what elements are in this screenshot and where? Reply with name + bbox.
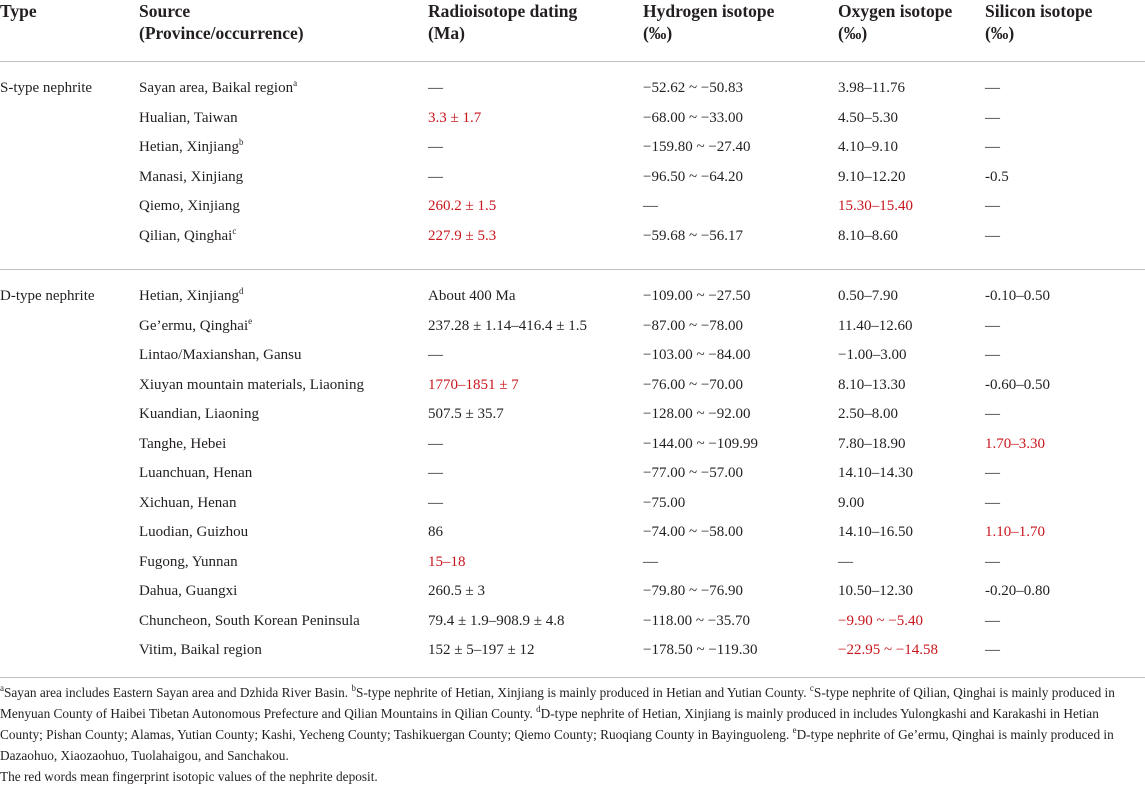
cell-hydrogen: −109.00 ~ −27.50 xyxy=(643,288,751,304)
cell-silicon: 1.10–1.70 xyxy=(985,524,1045,540)
header-hydrogen: Hydrogen isotope (‰) xyxy=(643,1,775,43)
cell-hydrogen: −68.00 ~ −33.00 xyxy=(643,109,744,126)
cell-oxygen: 3.98–11.76 xyxy=(838,80,905,96)
cell-source: Ge’ermu, Qinghai$^e$ xyxy=(139,315,253,334)
cell-radio: — xyxy=(428,139,443,155)
cell-radio: — xyxy=(428,435,443,452)
cell-source: Hetian, Xinjiang$^b$ xyxy=(139,137,244,155)
cell-radio: 237.28 ± 1.14–416.4 ± 1.5 xyxy=(428,317,587,334)
cell-oxygen: 4.50–5.30 xyxy=(838,109,898,126)
cell-silicon: 1.70–3.30 xyxy=(985,435,1045,452)
footnote-mark: b xyxy=(238,137,244,147)
cell-source: Lintao/Maxianshan, Gansu xyxy=(139,347,302,363)
cell-hydrogen: −79.80 ~ −76.90 xyxy=(643,583,744,599)
cell-radio: — xyxy=(428,494,443,511)
cell-hydrogen: −75.00 xyxy=(643,494,686,511)
cell-silicon: — xyxy=(985,612,1000,629)
cell-hydrogen: −59.68 ~ −56.17 xyxy=(643,227,744,244)
cell-source: Hetian, Xinjiang$^d$ xyxy=(139,286,244,304)
cell-silicon: — xyxy=(985,494,1000,511)
cell-source: Xichuan, Henan xyxy=(139,494,237,511)
cell-oxygen: 9.10–12.20 xyxy=(838,168,906,185)
cell-hydrogen: −159.80 ~ −27.40 xyxy=(643,139,751,155)
group-rule xyxy=(0,269,1145,270)
cell-oxygen: 11.40–12.60 xyxy=(838,317,913,334)
cell-radio: 507.5 ± 35.7 xyxy=(428,406,504,422)
footnote-mark: e xyxy=(248,315,253,326)
cell-source: Manasi, Xinjiang xyxy=(139,168,244,185)
cell-radio: 3.3 ± 1.7 xyxy=(428,109,482,126)
footnote-mark: d xyxy=(238,286,244,296)
cell-oxygen: 8.10–13.30 xyxy=(838,376,906,393)
cell-silicon: -0.5 xyxy=(985,168,1009,185)
cell-hydrogen: −76.00 ~ −70.00 xyxy=(643,376,744,393)
cell-radio: 260.5 ± 3 xyxy=(428,583,485,599)
cell-source: Vitim, Baikal region xyxy=(139,642,262,658)
cell-hydrogen: — xyxy=(643,553,658,570)
cell-oxygen: 14.10–14.30 xyxy=(838,465,913,481)
header-rule xyxy=(0,61,1145,62)
cell-hydrogen: −178.50 ~ −119.30 xyxy=(643,642,758,658)
cell-radio: 227.9 ± 5.3 xyxy=(428,227,497,244)
cell-silicon: — xyxy=(985,642,1000,658)
group-type-label: S-type nephrite xyxy=(0,80,93,96)
cell-hydrogen: −96.50 ~ −64.20 xyxy=(643,168,744,185)
cell-silicon: — xyxy=(985,109,1000,126)
cell-source: Tanghe, Hebei xyxy=(139,435,227,452)
cell-source: Luanchuan, Henan xyxy=(139,465,253,481)
cell-oxygen: 9.00 xyxy=(838,494,865,511)
cell-source: Dahua, Guangxi xyxy=(139,583,238,599)
cell-source: Hualian, Taiwan xyxy=(139,109,238,126)
cell-radio: — xyxy=(428,168,443,185)
cell-radio: 86 xyxy=(428,524,443,540)
cell-hydrogen: — xyxy=(643,198,658,214)
cell-radio: — xyxy=(428,347,443,363)
cell-source: Chuncheon, South Korean Peninsula xyxy=(139,612,360,629)
cell-silicon: — xyxy=(985,80,1000,96)
cell-hydrogen: −118.00 ~ −35.70 xyxy=(643,612,750,629)
cell-oxygen: −1.00–3.00 xyxy=(838,347,907,363)
cell-source: Fugong, Yunnan xyxy=(139,553,238,570)
cell-oxygen: 10.50–12.30 xyxy=(838,583,913,599)
cell-silicon: — xyxy=(985,198,1000,214)
cell-source: Xiuyan mountain materials, Liaoning xyxy=(139,376,364,393)
cell-silicon: — xyxy=(985,465,1000,481)
header-source: Source (Province/occurrence) xyxy=(139,1,304,43)
cell-silicon: — xyxy=(985,347,1000,363)
cell-hydrogen: −144.00 ~ −109.99 xyxy=(643,435,759,452)
cell-hydrogen: −52.62 ~ −50.83 xyxy=(643,80,744,96)
cell-source: Qilian, Qinghai$^c$ xyxy=(139,225,237,244)
cell-silicon: — xyxy=(985,406,1000,422)
cell-oxygen: 4.10–9.10 xyxy=(838,139,898,155)
cell-oxygen: 2.50–8.00 xyxy=(838,406,898,422)
cell-source: Qiemo, Xinjiang xyxy=(139,198,240,214)
cell-hydrogen: −77.00 ~ −57.00 xyxy=(643,465,744,481)
cell-silicon: — xyxy=(985,553,1000,570)
cell-silicon: -0.10–0.50 xyxy=(985,288,1050,304)
header-oxygen: Oxygen isotope (‰) xyxy=(838,1,953,43)
header-silicon: Silicon isotope (‰) xyxy=(985,1,1093,43)
cell-source: Kuandian, Liaoning xyxy=(139,406,259,422)
cell-hydrogen: −87.00 ~ −78.00 xyxy=(643,317,744,334)
table-bottom-rule xyxy=(0,677,1145,678)
cell-radio: — xyxy=(428,465,443,481)
red-words-note: The red words mean fingerprint isotopic values of the nephrite deposit. xyxy=(0,769,378,784)
cell-hydrogen: −74.00 ~ −58.00 xyxy=(643,524,744,540)
cell-silicon: — xyxy=(985,317,1000,334)
cell-silicon: — xyxy=(985,139,1000,155)
table-footnotes xyxy=(0,682,1140,787)
footnote-mark: a xyxy=(293,78,298,88)
cell-radio: 260.2 ± 1.5 xyxy=(428,198,497,214)
cell-radio: — xyxy=(428,80,443,96)
cell-oxygen: −22.95 ~ −14.58 xyxy=(838,642,939,658)
cell-silicon: -0.20–0.80 xyxy=(985,583,1050,599)
cell-oxygen: 14.10–16.50 xyxy=(838,524,913,540)
cell-source: Sayan area, Baikal region$^a$ xyxy=(139,78,298,96)
cell-radio: 15–18 xyxy=(428,553,466,570)
group-type-label: D-type nephrite xyxy=(0,288,95,304)
cell-oxygen: 7.80–18.90 xyxy=(838,435,906,452)
cell-hydrogen: −128.00 ~ −92.00 xyxy=(643,406,751,422)
cell-silicon: -0.60–0.50 xyxy=(985,376,1050,393)
header-type: Type xyxy=(0,1,37,21)
cell-silicon: — xyxy=(985,227,1000,244)
cell-oxygen: — xyxy=(838,553,853,570)
cell-oxygen: −9.90 ~ −5.40 xyxy=(838,612,924,629)
cell-source: Luodian, Guizhou xyxy=(139,524,249,540)
cell-oxygen: 0.50–7.90 xyxy=(838,288,898,304)
cell-oxygen: 8.10–8.60 xyxy=(838,227,898,244)
cell-radio: About 400 Ma xyxy=(428,288,516,304)
header-radioisotope: Radioisotope dating (Ma) xyxy=(428,1,578,43)
cell-radio: 1770–1851 ± 7 xyxy=(428,376,519,393)
cell-radio: 79.4 ± 1.9–908.9 ± 4.8 xyxy=(428,612,565,629)
cell-oxygen: 15.30–15.40 xyxy=(838,198,913,214)
cell-radio: 152 ± 5–197 ± 12 xyxy=(428,642,535,658)
footnote-mark: c xyxy=(232,225,237,236)
cell-hydrogen: −103.00 ~ −84.00 xyxy=(643,347,751,363)
footnote-text: $^a$Sayan area includes Eastern Sayan area and Dzhida River Basin. $^b$S-type nephrite of Hetian, Xinjiang is mainly produced in Hetian and Yutian County. $^c$S-type nephrite of Qilian, Qinghai is mainly produced in Menyuan County of Haibei Tibetan Autonomous Prefecture and Qilian Mountains in Qilian County. $^d$D-type nephrite of Hetian, Xinjiang is mainly produced in includes Yulongkashi and Karakashi in Hetian County; Pishan County; Alamas, Yutian County; Kashi, Yecheng County; Tashikuergan County; Qiemo County; Ruoqiang County in Bayinguoleng. $^e$D-type nephrite of Ge’ermu, Qinghai is mainly produced in Dazaohuo, Xiaozaohuo, Tuolahaigou, and Sanchakou. xyxy=(0,683,1115,763)
